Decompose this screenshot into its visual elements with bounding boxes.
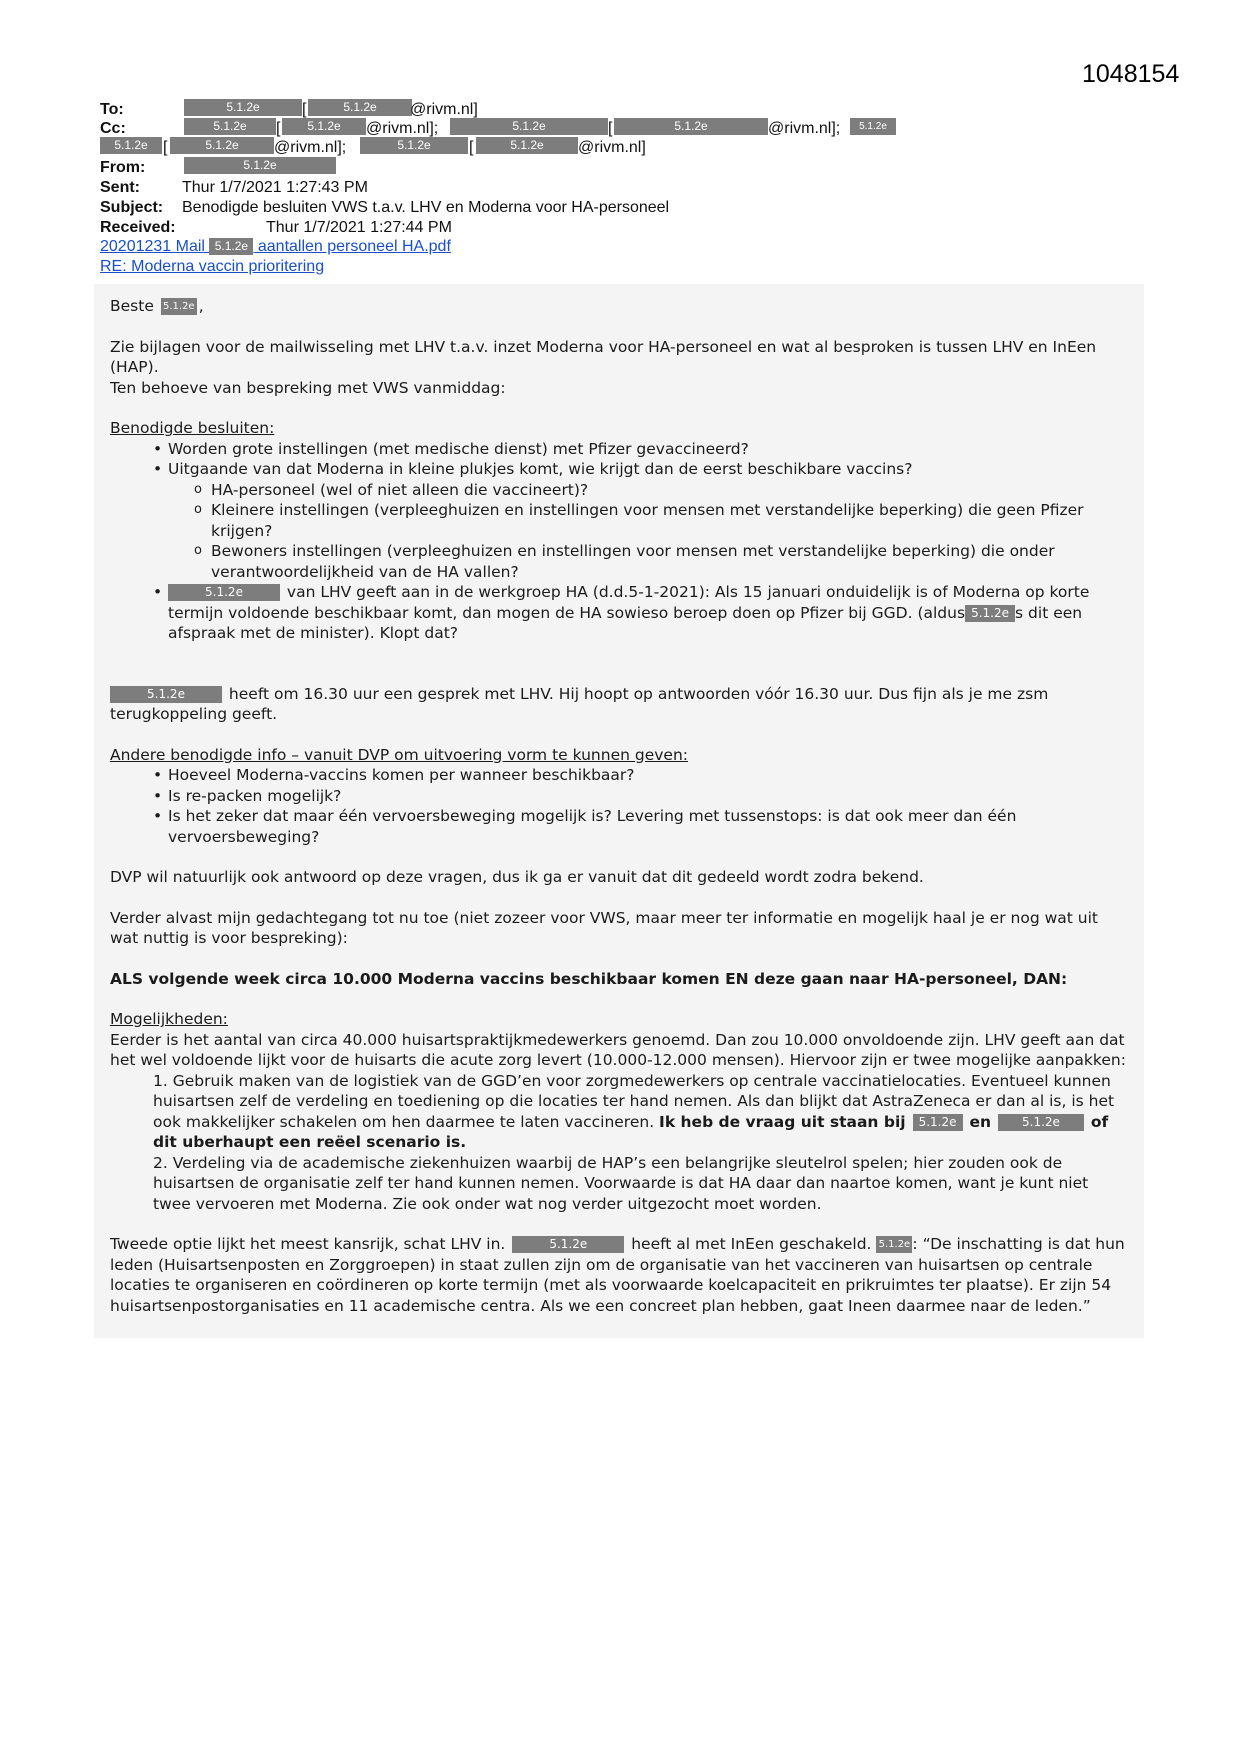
redaction-box: 5.1.2e — [110, 686, 222, 703]
to-label: To: — [100, 101, 124, 118]
gesprek-paragraph — [110, 684, 1128, 725]
redaction-box: 5.1.2e — [614, 118, 768, 135]
greeting-text: Beste — [110, 297, 154, 315]
sub-list — [168, 480, 1128, 583]
redaction-box: 5.1.2e — [850, 118, 896, 135]
redaction-box: 5.1.2e — [184, 99, 302, 116]
bracket: [ — [276, 120, 281, 137]
sent-label: Sent: — [100, 179, 140, 196]
bracket: [ — [302, 101, 307, 118]
redaction-box: 5.1.2e — [512, 1236, 624, 1253]
cc-domain: @rivm.nl] — [578, 139, 646, 156]
intro-paragraph-2: Ten behoeve van bespreking met VWS vanmiddag: — [110, 378, 506, 397]
option-1-bold-en: en — [969, 1112, 992, 1131]
tweede-text-2: heeft al met InEen geschakeld. — [626, 1235, 872, 1253]
subject-label: Subject: — [100, 199, 164, 216]
dvp-paragraph: DVP wil natuurlijk ook antwoord op deze vragen, dus ik ga er vanuit dat dit gedeeld wordt zodra bekend. — [110, 868, 924, 886]
option-1-bold-end: of dit uberhaupt een reëel scenario is. — [153, 1112, 1109, 1151]
info-list — [110, 765, 1128, 847]
redaction-box: 5.1.2e — [168, 584, 280, 601]
option-1 — [110, 1071, 1128, 1153]
intro-paragraph: Zie bijlagen voor de mailwisseling met LHV t.a.v. inzet Moderna voor HA-personeel en wat al besproken is tussen LHV en InEen (HAP). — [110, 337, 1097, 376]
mogelijkheden-paragraph: Eerder is het aantal van circa 40.000 huisartspraktijkmedewerkers genoemd. Dan zou 10.000 onvoldoende zijn. LHV geeft aan dat het wel voldoende lijkt voor de huisarts die acute zorg levert (10.000-12.000 mensen). Hiervoor zijn er twee mogelijke aanpakken: — [110, 1030, 1126, 1069]
list-item — [153, 459, 1128, 582]
option-1-bold: Ik heb de vraag uit staan bij — [659, 1112, 906, 1131]
redaction-box: 5.1.2e — [998, 1114, 1084, 1131]
greeting-comma: , — [198, 297, 204, 315]
redaction-box: 5.1.2e — [308, 99, 412, 116]
redaction-box: 5.1.2e — [913, 1114, 963, 1131]
to-domain: @rivm.nl] — [410, 101, 478, 118]
list-item: • Is re-packen mogelijk? — [153, 786, 1128, 807]
sub-list-item: o Bewoners instellingen (verpleeghuizen en instellingen voor mensen met verstandelijke beperking) die onder verantwoordelijkheid van de HA vallen? — [194, 541, 1128, 582]
option-2: 2. Verdeling via de academische ziekenhuizen waarbij de HAP’s een belangrijke sleutelrol spelen; hier zouden ook de huisartsen de organisatie zelf ter hand kunnen nemen. Voorwaarde is dat HA daar dan naartoe komen, want je kunt niet twee vervoeren met Moderna. Zie ook onder wat nog verder uitgezocht moet worden. — [153, 1153, 1089, 1213]
cc-domain: @rivm.nl]; — [768, 120, 841, 137]
bracket: [ — [469, 139, 474, 156]
list-item-text: Uitgaande van dat Moderna in kleine plukjes komt, wie krijgt dan de eerst beschikbare vaccins? — [168, 460, 913, 478]
bracket: [ — [163, 139, 168, 156]
attachment-name-end: aantallen personeel HA.pdf — [253, 238, 451, 255]
redaction-box: 5.1.2e — [876, 1236, 912, 1253]
message-body — [94, 284, 1144, 1338]
cc-domain: @rivm.nl]; — [274, 139, 347, 156]
sub-list-item: o Kleinere instellingen (verpleeghuizen en instellingen voor mensen met verstandelijke beperking) die geen Pfizer krijgen? — [194, 500, 1128, 541]
received-value: Thur 1/7/2021 1:27:44 PM — [266, 219, 452, 236]
from-label: From: — [100, 159, 146, 176]
mogelijkheden-heading: Mogelijkheden: — [110, 1010, 228, 1028]
bracket: [ — [608, 120, 613, 137]
list-item: • Hoeveel Moderna-vaccins komen per wanneer beschikbaar? — [153, 765, 1128, 786]
redaction-box: 5.1.2e — [282, 118, 366, 135]
attachment-link-pdf[interactable] — [100, 238, 451, 256]
verder-paragraph: Verder alvast mijn gedachtegang tot nu toe (niet zozeer voor VWS, maar meer ter informatie en mogelijk haal je er nog wat uit wat nuttig is voor bespreking): — [110, 908, 1098, 947]
subject-value: Benodigde besluiten VWS t.a.v. LHV en Moderna voor HA-personeel — [182, 199, 670, 216]
received-label: Received: — [100, 219, 176, 236]
list-item-text-end: s dit een afspraak met de minister). Klopt dat? — [168, 603, 1083, 642]
attachment-link-mail[interactable]: RE: Moderna vaccin prioritering — [100, 258, 325, 275]
redaction-box: 5.1.2e — [360, 137, 468, 154]
gesprek-text: heeft om 16.30 uur een gesprek met LHV. Hij hoopt op antwoorden vóór 16.30 uur. Dus fijn als je me zsm terugkoppeling geeft. — [110, 684, 1049, 723]
besluiten-list — [110, 439, 1128, 644]
option-1-text: 1. Gebruik maken van de logistiek van de GGD’en voor zorgmedewerkers op centrale vaccinatielocaties. Eventueel kunnen huisartsen zelf de verdeling en toediening op die locaties ter hand nemen. Als dan blijkt dat AstraZeneca er dan al is, is het ook makkelijker schakelen om hen daarmee te laten vaccineren. — [153, 1071, 1115, 1131]
list-item-text: van LHV geeft aan in de werkgroep HA (d.d.5-1-2021): Als 15 januari onduidelijk is of Moderna op korte termijn voldoende beschikbaar komt, dan mogen de HA sowieso beroep doen op Pfizer bij GGD. (aldus — [168, 583, 1090, 622]
greeting — [110, 296, 1128, 317]
cc-label: Cc: — [100, 120, 126, 137]
tweede-paragraph — [110, 1234, 1128, 1316]
cc-domain: @rivm.nl]; — [366, 120, 439, 137]
sent-value: Thur 1/7/2021 1:27:43 PM — [182, 179, 368, 196]
als-statement: ALS volgende week circa 10.000 Moderna vaccins beschikbaar komen EN deze gaan naar HA-personeel, DAN: — [110, 969, 1068, 988]
redaction-box: 5.1.2e — [450, 118, 608, 135]
info-heading: Andere benodigde info – vanuit DVP om uitvoering vorm te kunnen geven: — [110, 745, 688, 764]
list-item: • Is het zeker dat maar één vervoersbeweging mogelijk is? Levering met tussenstops: is dat ook meer dan één vervoersbeweging? — [153, 806, 1128, 847]
list-item — [153, 582, 1128, 644]
document-number: 1048154 — [1082, 60, 1180, 88]
tweede-quote: : “De inschatting is dat hun leden (Huisartsenposten en Zorggroepen) in staat zullen zijn om de organisatie van het vaccineren van huisartsen op centrale locaties te organiseren en coördineren op korte termijn (met als voorwaarde koelcapaciteit en prikruimtes ter plaatse). Er zijn 54 huisartsenpostorganisaties en 11 academische centra. Als we een concreet plan hebben, gaat Ineen daarmee naar de leden.” — [110, 1235, 1125, 1315]
sub-list-item: o HA-personeel (wel of niet alleen die vaccineert)? — [194, 480, 1128, 501]
redaction-box: 5.1.2e — [100, 137, 162, 154]
redaction-box: 5.1.2e — [184, 157, 336, 174]
besluiten-heading: Benodigde besluiten: — [110, 419, 275, 437]
list-item: • Worden grote instellingen (met medische dienst) met Pfizer gevaccineerd? — [153, 439, 1128, 460]
redaction-box: 5.1.2e — [161, 298, 197, 315]
tweede-text: Tweede optie lijkt het meest kansrijk, schat LHV in. — [110, 1235, 506, 1253]
redaction-box: 5.1.2e — [170, 137, 274, 154]
attachment-name-start: 20201231 Mail — [100, 238, 210, 255]
redaction-box: 5.1.2e — [965, 605, 1015, 622]
redaction-box: 5.1.2e — [209, 238, 253, 255]
redaction-box: 5.1.2e — [476, 137, 578, 154]
redaction-box: 5.1.2e — [184, 118, 276, 135]
